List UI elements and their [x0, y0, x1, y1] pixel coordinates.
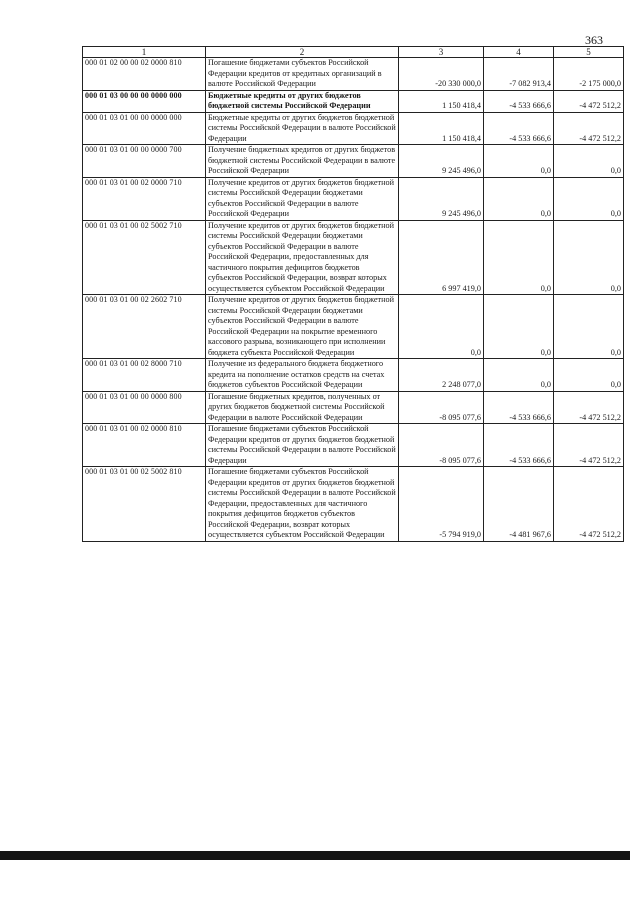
row-code: 000 01 03 01 00 00 0000 000	[83, 112, 206, 145]
column-header: 2	[206, 47, 399, 58]
row-value-col5: -2 175 000,0	[554, 58, 624, 91]
row-name: Получение кредитов от других бюджетов бюджетной системы Российской Федерации бюджетами субъектов Российской Федерации в валюте Российской Федерации, предоставленных для частичного покрытия дефицитов бюджетов субъектов Российской Федерации, возврат которых осуществляется субъектом Российской Федерации	[206, 220, 399, 295]
row-value-col4: 0,0	[484, 145, 554, 178]
page-number: 363	[585, 33, 603, 47]
row-value-col3: 6 997 419,0	[399, 220, 484, 295]
row-value-col4: 0,0	[484, 177, 554, 220]
row-value-col5: -4 472 512,2	[554, 112, 624, 145]
table-row	[83, 295, 624, 359]
row-value-col4: 0,0	[484, 359, 554, 392]
row-value-col5: 0,0	[554, 145, 624, 178]
row-value-col5: 0,0	[554, 295, 624, 359]
row-value-col3: -8 095 077,6	[399, 391, 484, 424]
row-value-col3: 0,0	[399, 295, 484, 359]
row-value-col3: -20 330 000,0	[399, 58, 484, 91]
table-row	[83, 145, 624, 178]
column-header: 1	[83, 47, 206, 58]
table-row	[83, 177, 624, 220]
table-row	[83, 220, 624, 295]
table-row	[83, 112, 624, 145]
table-row	[83, 359, 624, 392]
row-value-col3: -5 794 919,0	[399, 467, 484, 542]
row-value-col4: -7 082 913,4	[484, 58, 554, 91]
row-code: 000 01 03 01 00 00 0000 800	[83, 391, 206, 424]
column-header: 5	[554, 47, 624, 58]
row-value-col3: 1 150 418,4	[399, 112, 484, 145]
table-row	[83, 90, 624, 112]
row-code: 000 01 03 01 00 02 5002 710	[83, 220, 206, 295]
row-name: Бюджетные кредиты от других бюджетов бюджетной системы Российской Федерации	[206, 90, 399, 112]
row-value-col5: -4 472 512,2	[554, 467, 624, 542]
row-name: Получение кредитов от других бюджетов бюджетной системы Российской Федерации бюджетами субъектов Российской Федерации в валюте Российской Федерации	[206, 177, 399, 220]
row-value-col4: -4 533 666,6	[484, 90, 554, 112]
row-name: Бюджетные кредиты от других бюджетов бюджетной системы Российской Федерации в валюте Российской Федерации	[206, 112, 399, 145]
row-value-col3: 9 245 496,0	[399, 177, 484, 220]
table-row	[83, 58, 624, 91]
scan-edge-bar	[0, 851, 630, 860]
row-code: 000 01 03 01 00 02 0000 810	[83, 424, 206, 467]
row-value-col5: -4 472 512,2	[554, 424, 624, 467]
column-header: 3	[399, 47, 484, 58]
row-code: 000 01 03 01 00 02 8000 710	[83, 359, 206, 392]
row-value-col3: 2 248 077,0	[399, 359, 484, 392]
table-header-row	[83, 47, 624, 58]
row-value-col5: -4 472 512,2	[554, 90, 624, 112]
row-value-col3: 9 245 496,0	[399, 145, 484, 178]
row-name: Погашение бюджетами субъектов Российской Федерации кредитов от других бюджетов бюджетной системы Российской Федерации в валюте Российской Федерации, предоставленных для частичного покрытия дефицитов бюджетов субъектов Российской Федерации, возврат которых осуществляется субъектом Российской Федерации	[206, 467, 399, 542]
column-header: 4	[484, 47, 554, 58]
table-row	[83, 424, 624, 467]
table-row	[83, 391, 624, 424]
row-name: Погашение бюджетами субъектов Российской Федерации кредитов от кредитных организаций в валюте Российской Федерации	[206, 58, 399, 91]
row-value-col3: 1 150 418,4	[399, 90, 484, 112]
budget-table	[82, 46, 624, 542]
row-value-col4: 0,0	[484, 295, 554, 359]
row-code: 000 01 03 01 00 00 0000 700	[83, 145, 206, 178]
row-name: Получение кредитов от других бюджетов бюджетной системы Российской Федерации бюджетами субъектов Российской Федерации в валюте Российской Федерации на покрытие временного кассового разрыва, возникающего при исполнении бюджета субъекта Российской Федерации	[206, 295, 399, 359]
row-value-col5: 0,0	[554, 177, 624, 220]
row-code: 000 01 03 01 00 02 2602 710	[83, 295, 206, 359]
row-value-col5: -4 472 512,2	[554, 391, 624, 424]
row-code: 000 01 03 01 00 02 0000 710	[83, 177, 206, 220]
table-row	[83, 467, 624, 542]
row-code: 000 01 02 00 00 02 0000 810	[83, 58, 206, 91]
row-code: 000 01 03 01 00 02 5002 810	[83, 467, 206, 542]
row-name: Погашение бюджетных кредитов, полученных от других бюджетов бюджетной системы Российской Федерации в валюте Российской Федерации	[206, 391, 399, 424]
row-value-col4: -4 533 666,6	[484, 112, 554, 145]
row-name: Погашение бюджетами субъектов Российской Федерации кредитов от других бюджетов бюджетной системы Российской Федерации в валюте Российской Федерации	[206, 424, 399, 467]
row-name: Получение бюджетных кредитов от других бюджетов бюджетной системы Российской Федерации в валюте Российской Федерации	[206, 145, 399, 178]
row-value-col4: -4 533 666,6	[484, 424, 554, 467]
row-value-col4: -4 481 967,6	[484, 467, 554, 542]
row-name: Получение из федерального бюджета бюджетного кредита на пополнение остатков средств на счетах бюджетов субъектов Российской Федерации	[206, 359, 399, 392]
row-value-col4: 0,0	[484, 220, 554, 295]
row-value-col3: -8 095 077,6	[399, 424, 484, 467]
row-value-col4: -4 533 666,6	[484, 391, 554, 424]
row-code: 000 01 03 00 00 00 0000 000	[83, 90, 206, 112]
row-value-col5: 0,0	[554, 359, 624, 392]
row-value-col5: 0,0	[554, 220, 624, 295]
